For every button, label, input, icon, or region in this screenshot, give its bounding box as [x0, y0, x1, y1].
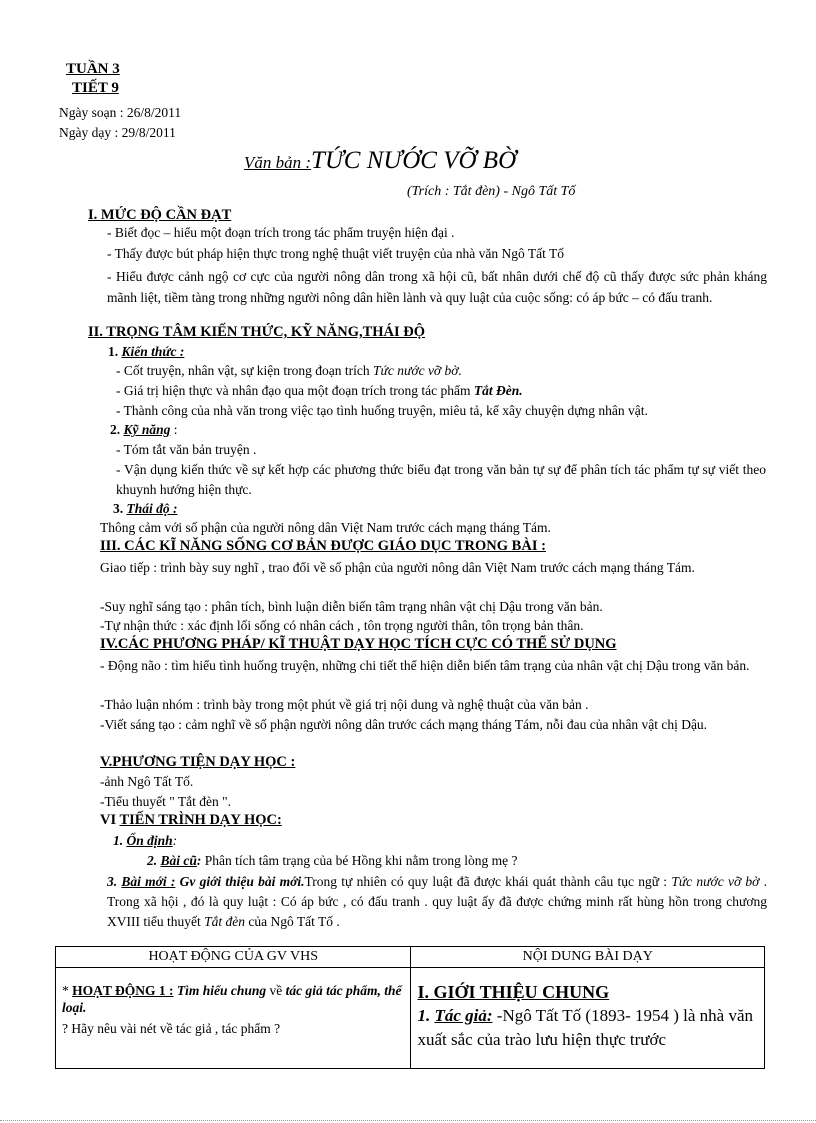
old-lesson-title: Bài cũ: [160, 853, 197, 868]
activity-1-question: ? Hãy nêu vài nét về tác giả , tác phẩm ?: [62, 1021, 281, 1036]
s5-line-2: -Tiểu thuyết " Tắt đèn ".: [100, 794, 232, 809]
section-3-heading: III. CÁC KĨ NĂNG SỐNG CƠ BẢN ĐƯỢC GIÁO DỤC TRONG BÀI :: [100, 538, 546, 554]
activity-bullet: *: [62, 983, 73, 998]
knowledge-1-text: - Cốt truyện, nhân vật, sự kiện trong đoạn trích: [116, 363, 374, 378]
table-row: [56, 968, 765, 1069]
old-lesson-number: 2.: [147, 853, 161, 868]
old-lesson-colon: :: [196, 853, 202, 868]
attitude-title: Thái độ :: [126, 501, 178, 516]
attitude-number: 3.: [113, 501, 127, 516]
knowledge-2: [116, 382, 523, 399]
stabilize-label: [113, 832, 177, 849]
stabilize-title: Ổn định: [126, 833, 173, 848]
stabilize-number: 1.: [113, 833, 127, 848]
content-author: [417, 1004, 758, 1052]
new-lesson-text-1: Trong tự nhiên có quy luật đã được khái quát thành câu tục ngữ :: [304, 874, 672, 889]
old-lesson: [147, 852, 517, 869]
knowledge-1: [116, 362, 462, 379]
new-lesson-title: Bài mới :: [121, 874, 176, 889]
s4-line-3: -Viết sáng tạo : cảm nghĩ về số phận người nông dân trước cách mạng tháng Tám, nỗi đau của nhân vật chị Dậu.: [100, 717, 708, 732]
activity-1-label: HOẠT ĐỘNG 1 :: [72, 983, 174, 998]
content-author-number: 1.: [417, 1006, 435, 1025]
skills-number: 2.: [110, 422, 124, 437]
attitude-1: Thông cảm với số phận của người nông dân Việt Nam trước cách mạng tháng Tám.: [100, 520, 551, 535]
s1-line-1: - Biết đọc – hiểu một đoạn trích trong tác phẩm truyện hiện đại .: [107, 225, 455, 240]
section-6-numeral: VI: [100, 812, 120, 828]
period-label: TIẾT 9: [72, 80, 119, 96]
activity-1-title: Tìm hiểu chung: [173, 983, 267, 998]
knowledge-2-italic: Tắt Đèn.: [473, 383, 523, 398]
page-bottom-divider: [0, 1120, 816, 1121]
knowledge-2-text: - Giá trị hiện thực và nhân đạo qua một đoạn trích trong tác phẩm: [116, 383, 474, 398]
new-lesson-intro: Gv giới thiệu bài mới.: [175, 874, 305, 889]
week-label: TUẦN 3: [66, 61, 120, 77]
knowledge-title: Kiến thức :: [121, 344, 185, 359]
activity-1-connector: về: [266, 983, 286, 998]
s4-line-1: - Động não : tìm hiểu tình huống truyện, những chi tiết thể hiện diễn biến tâm trạng của nhân vật chị Dậu trong văn bản.: [100, 658, 750, 673]
prep-date: Ngày soạn : 26/8/2011: [59, 105, 182, 120]
section-5-heading: V.PHƯƠNG TIỆN DẠY HỌC :: [100, 754, 296, 770]
stabilize-colon: :: [172, 833, 178, 848]
content-heading: I. GIỚI THIỆU CHUNG: [417, 982, 610, 1002]
knowledge-1-italic: Tức nước vỡ bờ.: [373, 363, 462, 378]
knowledge-label: [108, 343, 184, 360]
col-content-header: NỘI DUNG BÀI DẠY: [411, 947, 765, 968]
old-lesson-text: Phân tích tâm trạng của bé Hồng khi nằm trong lòng mẹ ?: [201, 853, 518, 868]
content-author-text: -Ngô Tất Tố (1893- 1954 ) là nhà văn xuất sắc của trào lưu hiện thực trước: [417, 1006, 754, 1049]
activity-1: [62, 982, 404, 1016]
skills-1: - Tóm tắt văn bản truyện .: [116, 442, 257, 457]
new-lesson-number: 3.: [107, 874, 122, 889]
col-activities-header: HOẠT ĐỘNG CỦA GV VHS: [56, 947, 411, 968]
s1-line-3: - Hiểu được cảnh ngộ cơ cực của người nông dân trong xã hội cũ, bất nhân dưới chế độ cũ thấy được sức phản kháng mãnh liệt, tiềm tàng trong những người nông dân hiền lành và quy luật của cuộc sống: có áp bức – có đấu tranh.: [107, 269, 767, 305]
table-header-row: [56, 947, 765, 968]
section-1-heading: I. MỨC ĐỘ CẦN ĐẠT: [88, 207, 232, 223]
s3-line-3: -Tự nhận thức : xác định lối sống có nhân cách , tôn trọng người thân, tôn trọng bản thân.: [100, 618, 584, 633]
new-lesson-novel: Tắt đèn: [204, 914, 245, 929]
skills-2: - Vận dụng kiến thức về sự kết hợp các phương thức biểu đạt trong văn bản tự sự để phân tích tác phẩm tự sự viết theo khuynh hướng hiện thực.: [116, 462, 766, 497]
content-cell: [411, 968, 765, 1069]
skills-label: [110, 421, 178, 438]
title-source: (Trích : Tắt đèn) - Ngô Tất Tố: [407, 184, 576, 199]
skills-colon: :: [170, 422, 178, 437]
knowledge-3: - Thành công của nhà văn trong việc tạo tình huống truyện, miêu tả, kể xây chuyện dựng nhân vật.: [116, 403, 648, 418]
knowledge-number: 1.: [108, 344, 122, 359]
new-lesson-proverb: Tức nước vỡ bờ: [671, 874, 760, 889]
s4-line-2: -Thảo luận nhóm : trình bày trong một phút về giá trị nội dung và nghệ thuật của văn bản .: [100, 697, 589, 712]
lesson-plan-table: [55, 946, 765, 1069]
document-title: [244, 147, 516, 175]
content-author-label: Tác giả:: [434, 1006, 493, 1025]
s5-line-1: -ảnh Ngô Tất Tố.: [100, 774, 194, 789]
skills-title: Kỹ năng: [123, 422, 171, 437]
section-6-title: TIẾN TRÌNH DẠY HỌC:: [119, 812, 282, 828]
teach-date: Ngày dạy : 29/8/2011: [59, 125, 176, 140]
section-6-heading: [100, 812, 282, 829]
s1-line-2: - Thấy được bút pháp hiện thực trong nghệ thuật viết truyện của nhà văn Ngô Tất Tố: [107, 246, 565, 261]
s3-line-2: -Suy nghĩ sáng tạo : phân tích, bình luận diễn biến tâm trạng nhân vật chị Dậu trong văn bản.: [100, 599, 603, 614]
title-prefix: Văn bản :: [244, 153, 312, 172]
new-lesson: [107, 872, 767, 932]
new-lesson-text-2: . Trong xã hội , đó là quy luật : Có áp bức , có đấu tranh . quy luật ấy đã được chứng minh rất hùng hồn trong chương XVIII tiểu thuyết: [107, 874, 768, 929]
s3-line-1: Giao tiếp : trình bày suy nghĩ , trao đổi về số phận của người nông dân Việt Nam trước cách mạng tháng Tám.: [100, 560, 695, 575]
title-main: TỨC NƯỚC VỠ BỜ: [311, 147, 517, 174]
activity-1-topics: tác giả tác phẩm, thể loại.: [62, 983, 402, 1015]
section-2-heading: II. TRỌNG TÂM KIẾN THỨC, KỸ NĂNG,THÁI ĐỘ: [88, 324, 426, 340]
activity-cell: [56, 968, 411, 1069]
section-4-heading: IV.CÁC PHƯƠNG PHÁP/ KĨ THUẬT DẠY HỌC TÍCH CỰC CÓ THỂ SỬ DỤNG: [100, 636, 617, 652]
new-lesson-text-3: của Ngô Tất Tố .: [245, 914, 340, 929]
attitude-label: [113, 500, 178, 517]
